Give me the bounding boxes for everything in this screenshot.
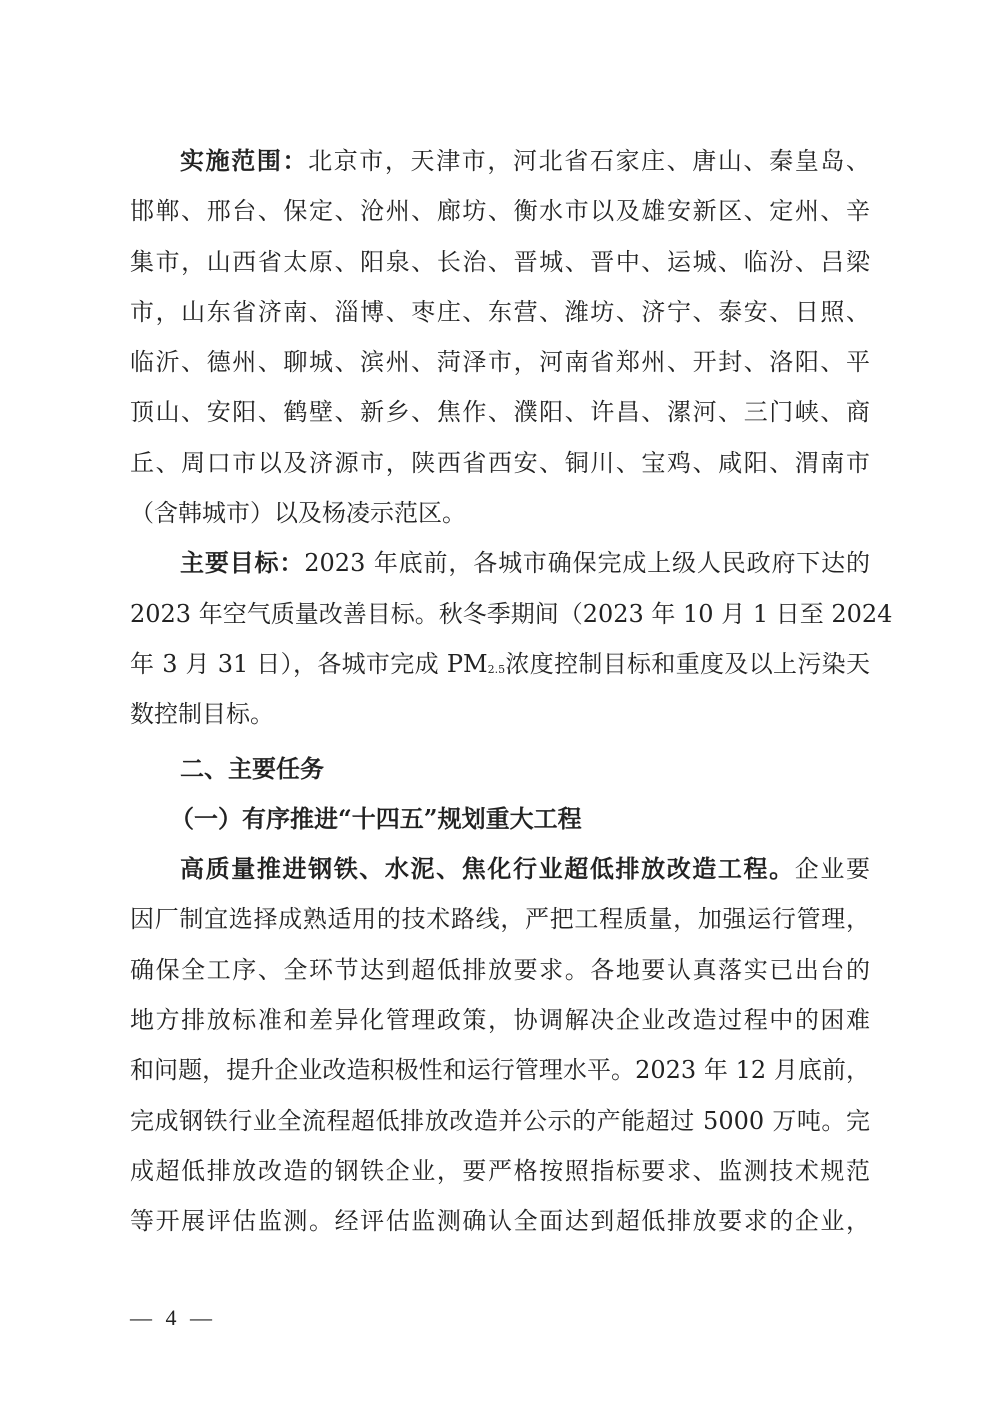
paragraph-line: 市，山东省济南、淄博、枣庄、东营、潍坊、济宁、泰安、日照、 [130,297,870,326]
paragraph-line: 邯郸、邢台、保定、沧州、廊坊、衡水市以及雄安新区、定州、辛 [130,197,870,226]
paragraph-line: 和问题，提升企业改造积极性和运行管理水平。2023 年 12 月底前， [130,1056,870,1085]
paragraph-line: （含韩城市）以及杨凌示范区。 [130,499,466,528]
document-body [130,136,893,1247]
line-text: 年 3 月 31 日），各城市完成 PM [130,649,488,678]
paragraph-line: 临沂、德州、聊城、滨州、菏泽市，河南省郑州、开封、洛阳、平 [130,348,870,377]
line-text: 北京市，天津市，河北省石家庄、唐山、秦皇岛、 [308,147,870,175]
paragraph-line [130,844,870,894]
paragraph-line: 集市，山西省太原、阳泉、长治、晋城、晋中、运城、临汾、吕梁 [130,247,870,276]
goals-lead: 主要目标： [180,548,305,578]
scope-paragraph [130,136,870,538]
project-paragraph [130,844,870,1246]
paragraph-line [130,136,870,186]
line-text: 浓度控制目标和重度及以上污染天 [505,649,870,678]
paragraph-line: 2023 年空气质量改善目标。秋冬季期间（2023 年 10 月 1 日至 2024 [130,599,893,628]
subscript: 2.5 [487,662,506,676]
paragraph-line: 顶山、安阳、鹤壁、新乡、焦作、濮阳、许昌、漯河、三门峡、商 [130,398,870,427]
line-text: 2023 年底前，各城市确保完成上级人民政府下达的 [304,549,870,578]
paragraph-line: 完成钢铁行业全流程超低排放改造并公示的产能超过 5000 万吨。完 [130,1106,870,1135]
paragraph-line: 成超低排放改造的钢铁企业，要严格按照指标要求、监测技术规范 [130,1156,870,1185]
paragraph-line: 数控制目标。 [130,700,274,729]
paragraph-line: 地方排放标准和差异化管理政策，协调解决企业改造过程中的困难 [130,1006,870,1035]
page-number: — 4 — [130,1305,216,1330]
project-lead: 高质量推进钢铁、水泥、焦化行业超低排放改造工程。 [180,854,795,884]
section-heading: 二、主要任务 [180,754,324,783]
paragraph-line [130,538,870,588]
scope-lead: 实施范围： [180,146,309,175]
subsection-heading: （一）有序推进“十四五”规划重大工程 [170,803,582,833]
paragraph-line: 丘、周口市以及济源市，陕西省西安、铜川、宝鸡、咸阳、渭南市 [130,448,870,477]
paragraph-line: 确保全工序、全环节达到超低排放要求。各地要认真落实已出台的 [130,955,870,984]
paragraph-line: 因厂制宜选择成熟适用的技术路线，严把工程质量，加强运行管理， [130,905,870,934]
paragraph-line [130,639,870,689]
paragraph-line: 等开展评估监测。经评估监测确认全面达到超低排放要求的企业， [130,1207,870,1236]
line-text: 企业要 [794,855,871,884]
goals-paragraph [130,538,893,739]
